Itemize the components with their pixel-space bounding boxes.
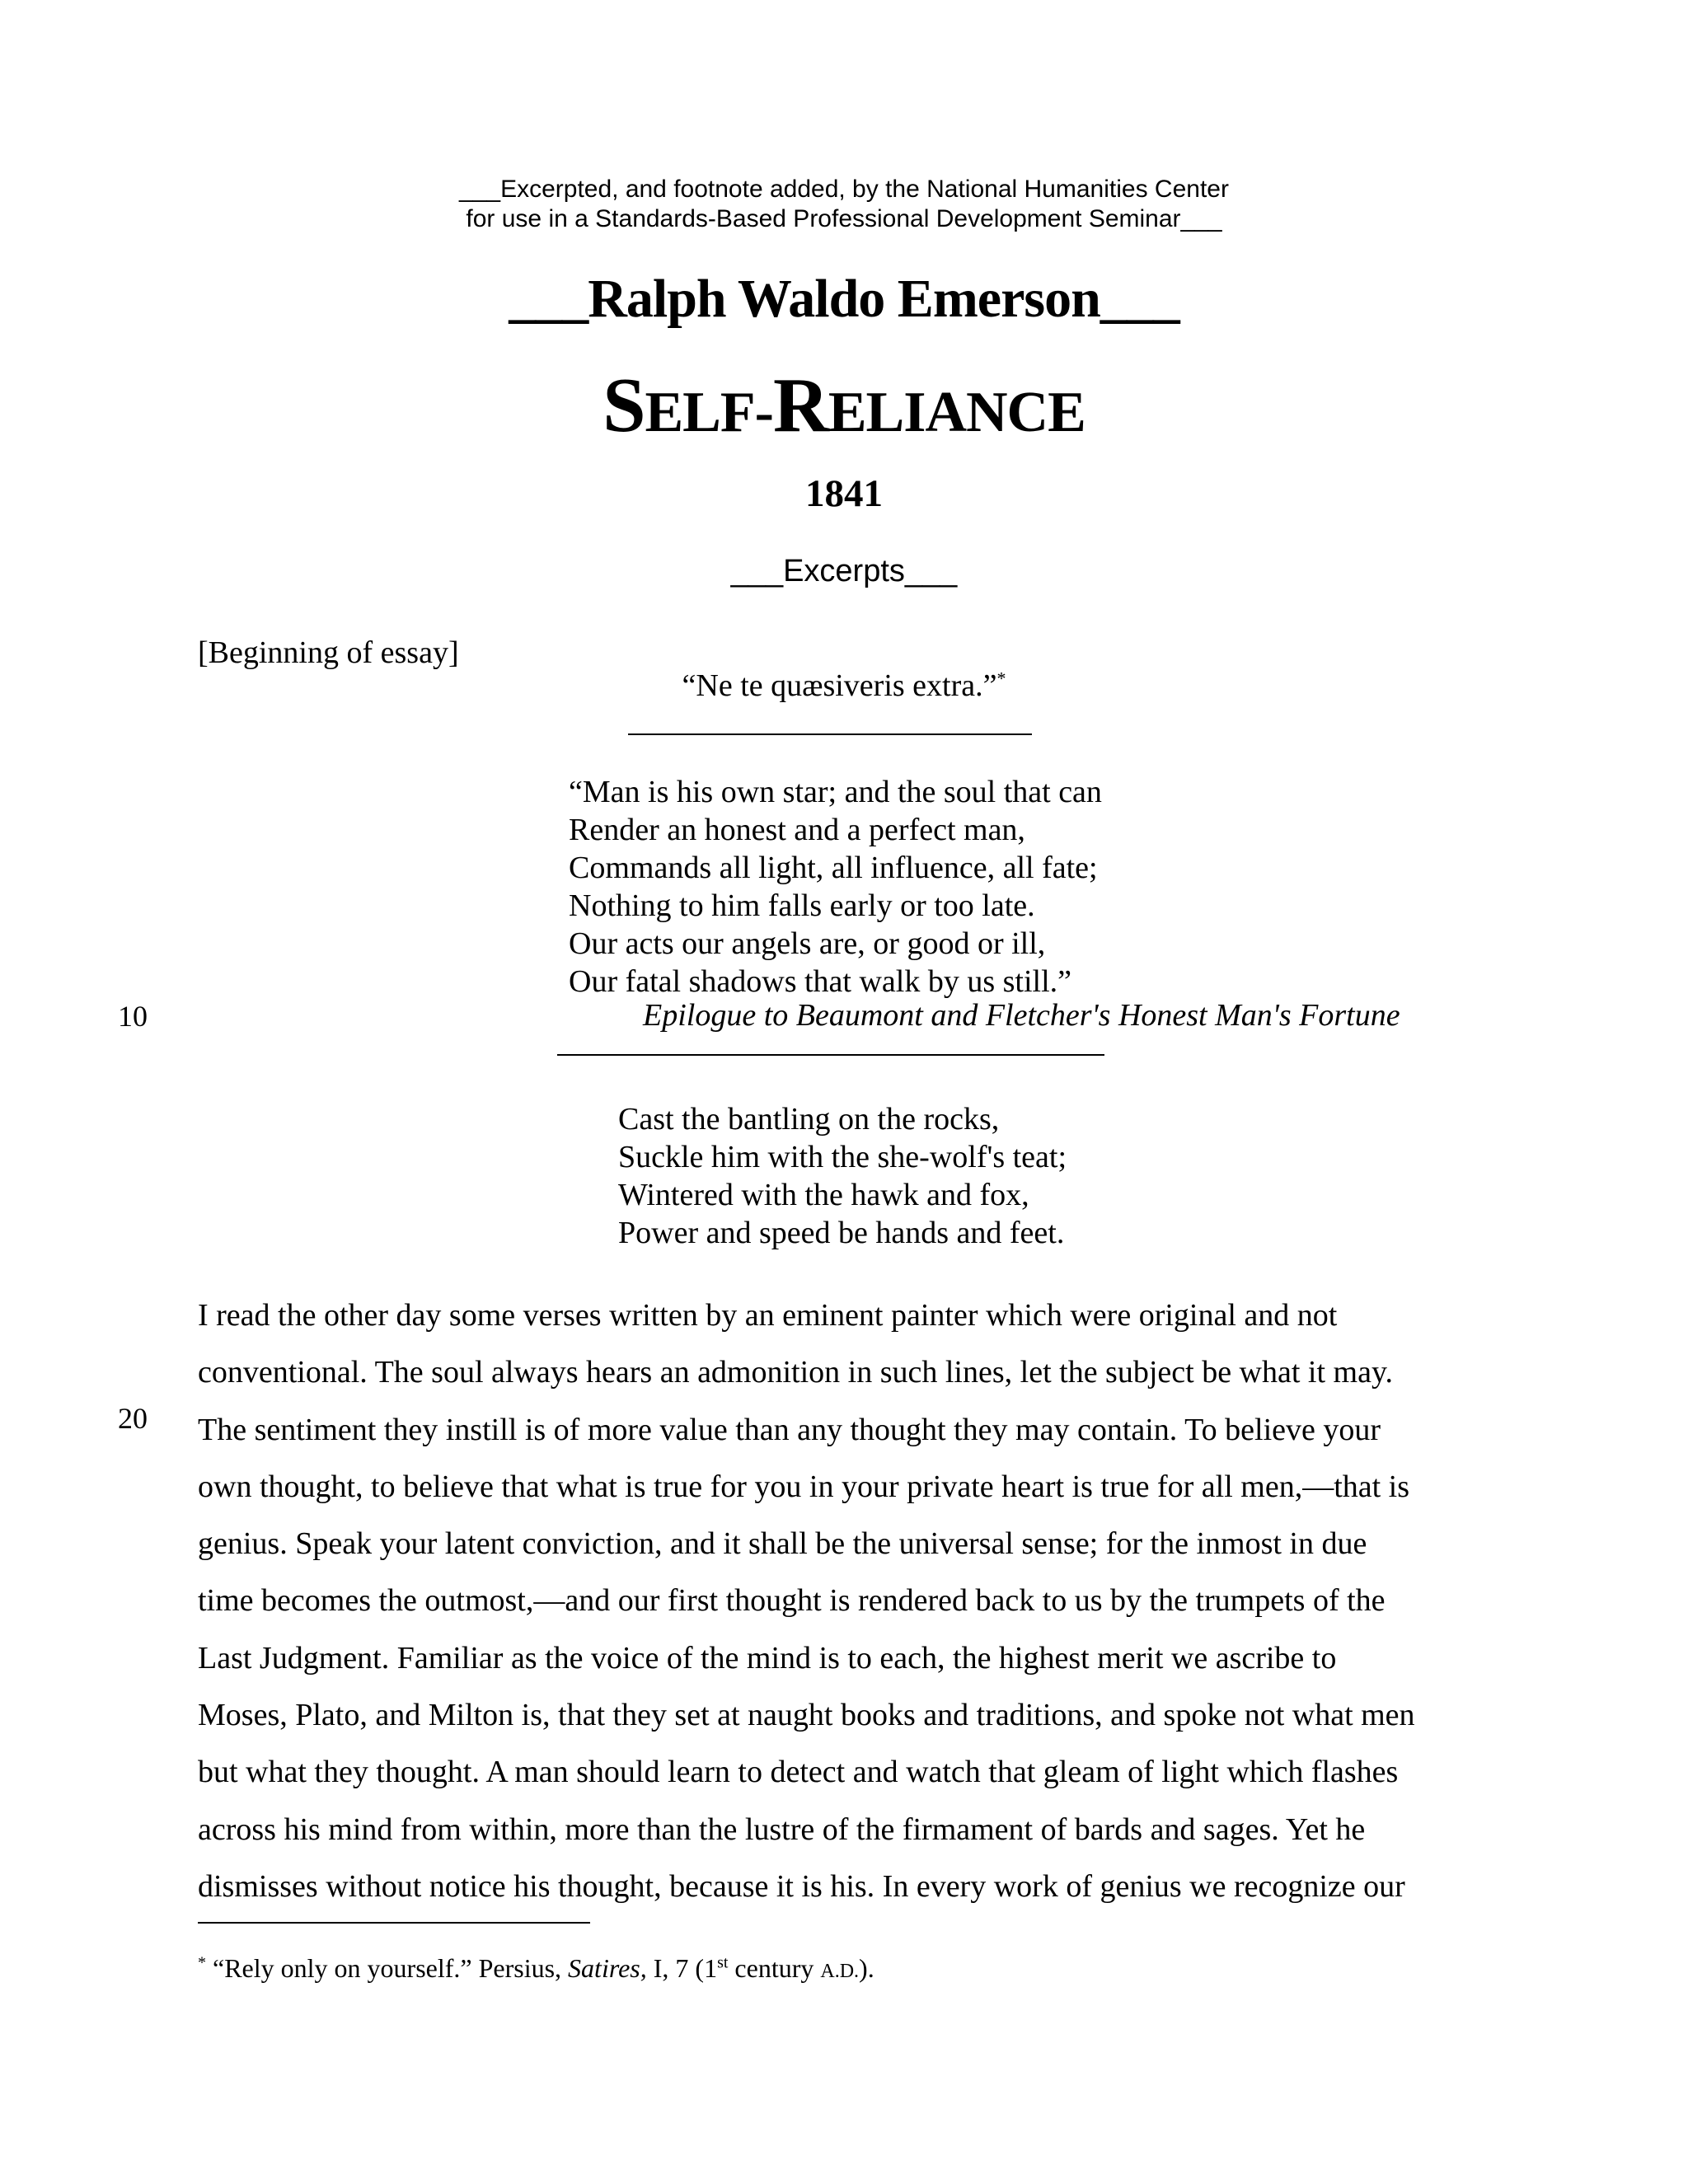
poem1-line: Our fatal shadows that walk by us still.” [569, 964, 1072, 999]
author-heading: ___Ralph Waldo Emerson___ [509, 269, 1179, 329]
prose-line: dismisses without notice his thought, because it is his. In every work of genius we recognize our [198, 1868, 1405, 1904]
footnote-ref: I, 7 (1 [646, 1953, 718, 1983]
motto-footnote-mark: * [996, 668, 1006, 689]
header-note [0, 175, 1688, 234]
footnote-mark: * [198, 1953, 206, 1972]
poem2-line: Cast the bantling on the rocks, [618, 1102, 1000, 1137]
footnote-era: A.D. [820, 1961, 860, 1982]
prose-line: across his mind from within, more than the lustre of the firmament of bards and sages. Yet he [198, 1811, 1366, 1847]
poem-epigraph-1 [569, 773, 1102, 1001]
poem1-line: Commands all light, all influence, all fate; [569, 851, 1098, 885]
motto-text: “Ne te quæsiveris extra.” [682, 668, 997, 703]
poem-epigraph-2 [618, 1100, 1067, 1252]
prose-line: Moses, Plato, and Milton is, that they set at naught books and traditions, and spoke not what men [198, 1698, 1415, 1733]
poem2-line: Suckle him with the she-wolf's teat; [618, 1140, 1067, 1174]
footnote-ordinal: st [717, 1953, 729, 1972]
footnote-quote: “Rely only on yourself.” Persius, [206, 1953, 569, 1983]
essay-year: 1841 [805, 472, 883, 515]
poem1-line: Our acts our angels are, or good or ill, [569, 926, 1046, 961]
footnote-work: Satires, [568, 1953, 647, 1983]
prose-line: The sentiment they instill is of more value than any thought they may contain. To believe your [198, 1412, 1381, 1447]
essay-body [198, 1287, 1415, 1915]
title-rest-2: ELIANCE [828, 381, 1085, 444]
line-number-10: 10 [118, 1000, 148, 1033]
title-cap-1: S [603, 363, 645, 448]
divider-rule-2 [557, 1054, 1104, 1056]
prose-line: genius. Speak your latent conviction, and it shall be the universal sense; for the inmost in due [198, 1526, 1367, 1562]
header-note-line-1: ___Excerpted, and footnote added, by the National Humanities Center [459, 176, 1229, 203]
prose-line: conventional. The soul always hears an admonition in such lines, let the subject be what it may. [198, 1355, 1393, 1390]
essay-title [0, 361, 1688, 450]
prose-line: time becomes the outmost,—and our first thought is rendered back to us by the trumpets of the [198, 1583, 1386, 1619]
divider-rule-1 [628, 733, 1032, 735]
poem1-line: Render an honest and a perfect man, [569, 813, 1025, 847]
beginning-label: [Beginning of essay] [198, 635, 459, 670]
footnote-separator [198, 1922, 590, 1924]
header-note-line-2: for use in a Standards-Based Professional Development Seminar___ [466, 205, 1222, 232]
motto [0, 668, 1688, 704]
poem2-line: Wintered with the hawk and fox, [618, 1178, 1029, 1212]
title-cap-2: R [772, 363, 828, 448]
footnote-century: century [728, 1953, 821, 1983]
footnote-close: ). [859, 1953, 874, 1983]
prose-line: own thought, to believe that what is true for you in your private heart is true for all men,—that is [198, 1469, 1410, 1504]
prose-line: I read the other day some verses written by an eminent painter which were original and not [198, 1298, 1338, 1333]
prose-line: but what they thought. A man should learn to detect and watch that gleam of light which flashes [198, 1755, 1399, 1790]
footnote [198, 1953, 874, 1984]
poem1-line: “Man is his own star; and the soul that can [569, 775, 1102, 809]
poem1-line: Nothing to him falls early or too late. [569, 888, 1035, 923]
poem-attribution: Epilogue to Beaumont and Fletcher's Honest Man's Fortune [643, 998, 1400, 1033]
title-rest-1: ELF- [645, 381, 773, 444]
prose-line: Last Judgment. Familiar as the voice of the mind is to each, the highest merit we ascribe to [198, 1640, 1337, 1675]
line-number-20: 20 [118, 1402, 148, 1435]
poem2-line: Power and speed be hands and feet. [618, 1216, 1065, 1250]
excerpts-label: ___Excerpts___ [730, 554, 958, 588]
